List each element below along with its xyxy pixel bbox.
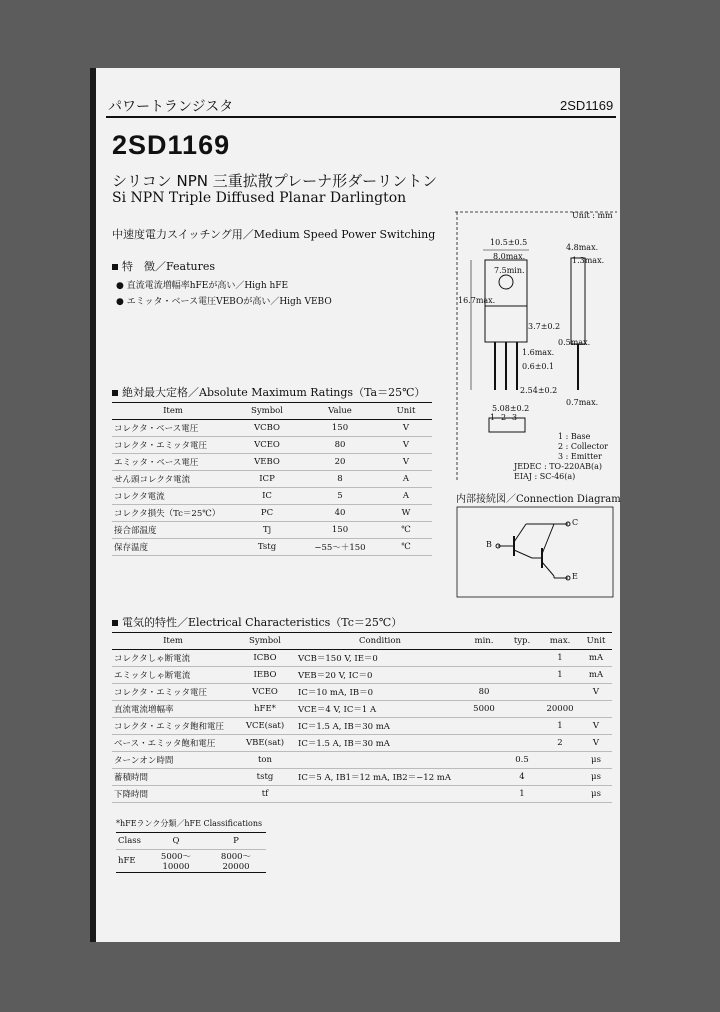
terminal-b-label: B — [486, 540, 492, 549]
pin-number: 3 — [512, 413, 518, 422]
abs-max-table — [112, 402, 432, 556]
col-header: Unit — [580, 633, 612, 650]
darlington-schematic — [456, 506, 616, 600]
table-row: ターンオン時間 ton 0.5 μs — [112, 752, 612, 769]
table-row: コレクタ電流 IC 5 A — [112, 488, 432, 505]
section-square-icon — [112, 390, 118, 396]
eiaj-label: EIAJ : SC-46(a) — [514, 472, 576, 481]
table-row: コレクタ損失（Tc＝25℃） PC 40 W — [112, 505, 432, 522]
dim-label: 16.7max. — [458, 296, 496, 305]
header-part-number: 2SD1169 — [560, 98, 614, 113]
col-header: Item — [112, 633, 234, 650]
col-header: Value — [300, 403, 380, 420]
pin-legend: 1 : Base — [558, 432, 591, 441]
jedec-label: JEDEC : TO-220AB(a) — [514, 462, 603, 471]
pin-legend: 2 : Collector — [558, 442, 608, 451]
dim-label: 0.6±0.1 — [522, 362, 555, 371]
elec-heading: 電気的特性／Electrical Characteristics（Tc＝25℃） — [112, 614, 402, 630]
col-header: Symbol — [234, 633, 296, 650]
category-label: パワートランジスタ — [108, 99, 234, 115]
section-square-icon — [112, 264, 118, 270]
feature-item: ● エミッタ・ベース電圧VEBOが高い／High VEBO — [116, 297, 332, 307]
col-header: typ. — [504, 633, 540, 650]
table-row: コレクタ・エミッタ飽和電圧 VCE(sat) IC＝1.5 A, IB＝30 mA 1 V — [112, 718, 612, 735]
table-row: エミッタ・ベース電圧 VEBO 20 V — [112, 454, 432, 471]
section-square-icon — [112, 620, 118, 626]
pin-number: 2 — [501, 413, 507, 422]
table-row: Class Q P — [116, 833, 266, 850]
col-header: max. — [540, 633, 580, 650]
japanese-title: シリコン NPN 三重拡散プレーナ形ダーリントン — [112, 172, 438, 190]
table-row: コレクタ・エミッタ電圧 VCEO IC＝10 mA, IB＝0 80 V — [112, 684, 612, 701]
electrical-table — [112, 632, 612, 803]
dim-label: 1.3max. — [572, 256, 605, 265]
table-row: hFE 5000～10000 8000～20000 — [116, 850, 266, 873]
dim-label: 4.8max. — [566, 243, 599, 252]
dim-label: 0.7max. — [566, 398, 599, 407]
col-header: Condition — [296, 633, 464, 650]
dim-label: 5.08±0.2 — [492, 404, 530, 413]
header-rule — [106, 116, 616, 118]
dim-label: 1.6max. — [522, 348, 555, 357]
connection-heading: 内部接続図／Connection Diagram — [456, 494, 621, 505]
part-number-title: 2SD1169 — [112, 130, 231, 160]
table-row: エミッタしゃ断電流 IEBO VEB＝20 V, IC＝0 1 mA — [112, 667, 612, 684]
table-row: 下降時間 tf 1 μs — [112, 786, 612, 803]
table-row: ベース・エミッタ飽和電圧 VBE(sat) IC＝1.5 A, IB＝30 mA 2 V — [112, 735, 612, 752]
terminal-e-label: E — [572, 572, 578, 581]
dim-label: 3.7±0.2 — [528, 322, 561, 331]
application-text: 中速度電力スイッチング用／Medium Speed Power Switching — [112, 228, 436, 241]
table-row: コレクタ・エミッタ電圧 VCEO 80 V — [112, 437, 432, 454]
dim-label: 8.0max. — [493, 252, 526, 261]
pin-number: 1 — [490, 413, 496, 422]
english-title: Si NPN Triple Diffused Planar Darlington — [112, 190, 407, 206]
pin-legend: 3 : Emitter — [558, 452, 602, 461]
col-header: min. — [464, 633, 504, 650]
dim-label: 2.54±0.2 — [520, 386, 558, 395]
table-row: 接合部温度 Tj 150 ℃ — [112, 522, 432, 539]
table-row: 保存温度 Tstg −55～＋150 ℃ — [112, 539, 432, 556]
col-header: Item — [112, 403, 234, 420]
hfe-class-heading: *hFEランク分類／hFE Classifications — [116, 819, 263, 828]
table-row: せん頭コレクタ電流 ICP 8 A — [112, 471, 432, 488]
table-row: 直流電流増幅率 hFE* VCE＝4 V, IC＝1 A 5000 20000 — [112, 701, 612, 718]
col-header: Unit — [380, 403, 432, 420]
terminal-c-label: C — [572, 518, 579, 527]
features-heading: 特 徴／Features — [112, 258, 215, 274]
table-row: コレクタ・ベース電圧 VCBO 150 V — [112, 420, 432, 437]
col-header: Symbol — [234, 403, 300, 420]
table-row: 蓄積時間 tstg IC＝5 A, IB1＝12 mA, IB2＝−12 mA 4 μs — [112, 769, 612, 786]
hfe-class-table — [116, 832, 266, 873]
dim-width: 10.5±0.5 — [490, 238, 528, 247]
dim-label: 7.5min. — [494, 266, 525, 275]
dim-label: 0.5max. — [558, 338, 591, 347]
abs-max-heading: 絶対最大定格／Absolute Maximum Ratings（Ta＝25℃） — [112, 384, 425, 400]
feature-item: ● 直流電流増幅率hFEが高い／High hFE — [116, 281, 289, 291]
unit-label: Unit : mm — [572, 211, 613, 220]
table-row: コレクタしゃ断電流 ICBO VCB＝150 V, IE＝0 1 mA — [112, 650, 612, 667]
